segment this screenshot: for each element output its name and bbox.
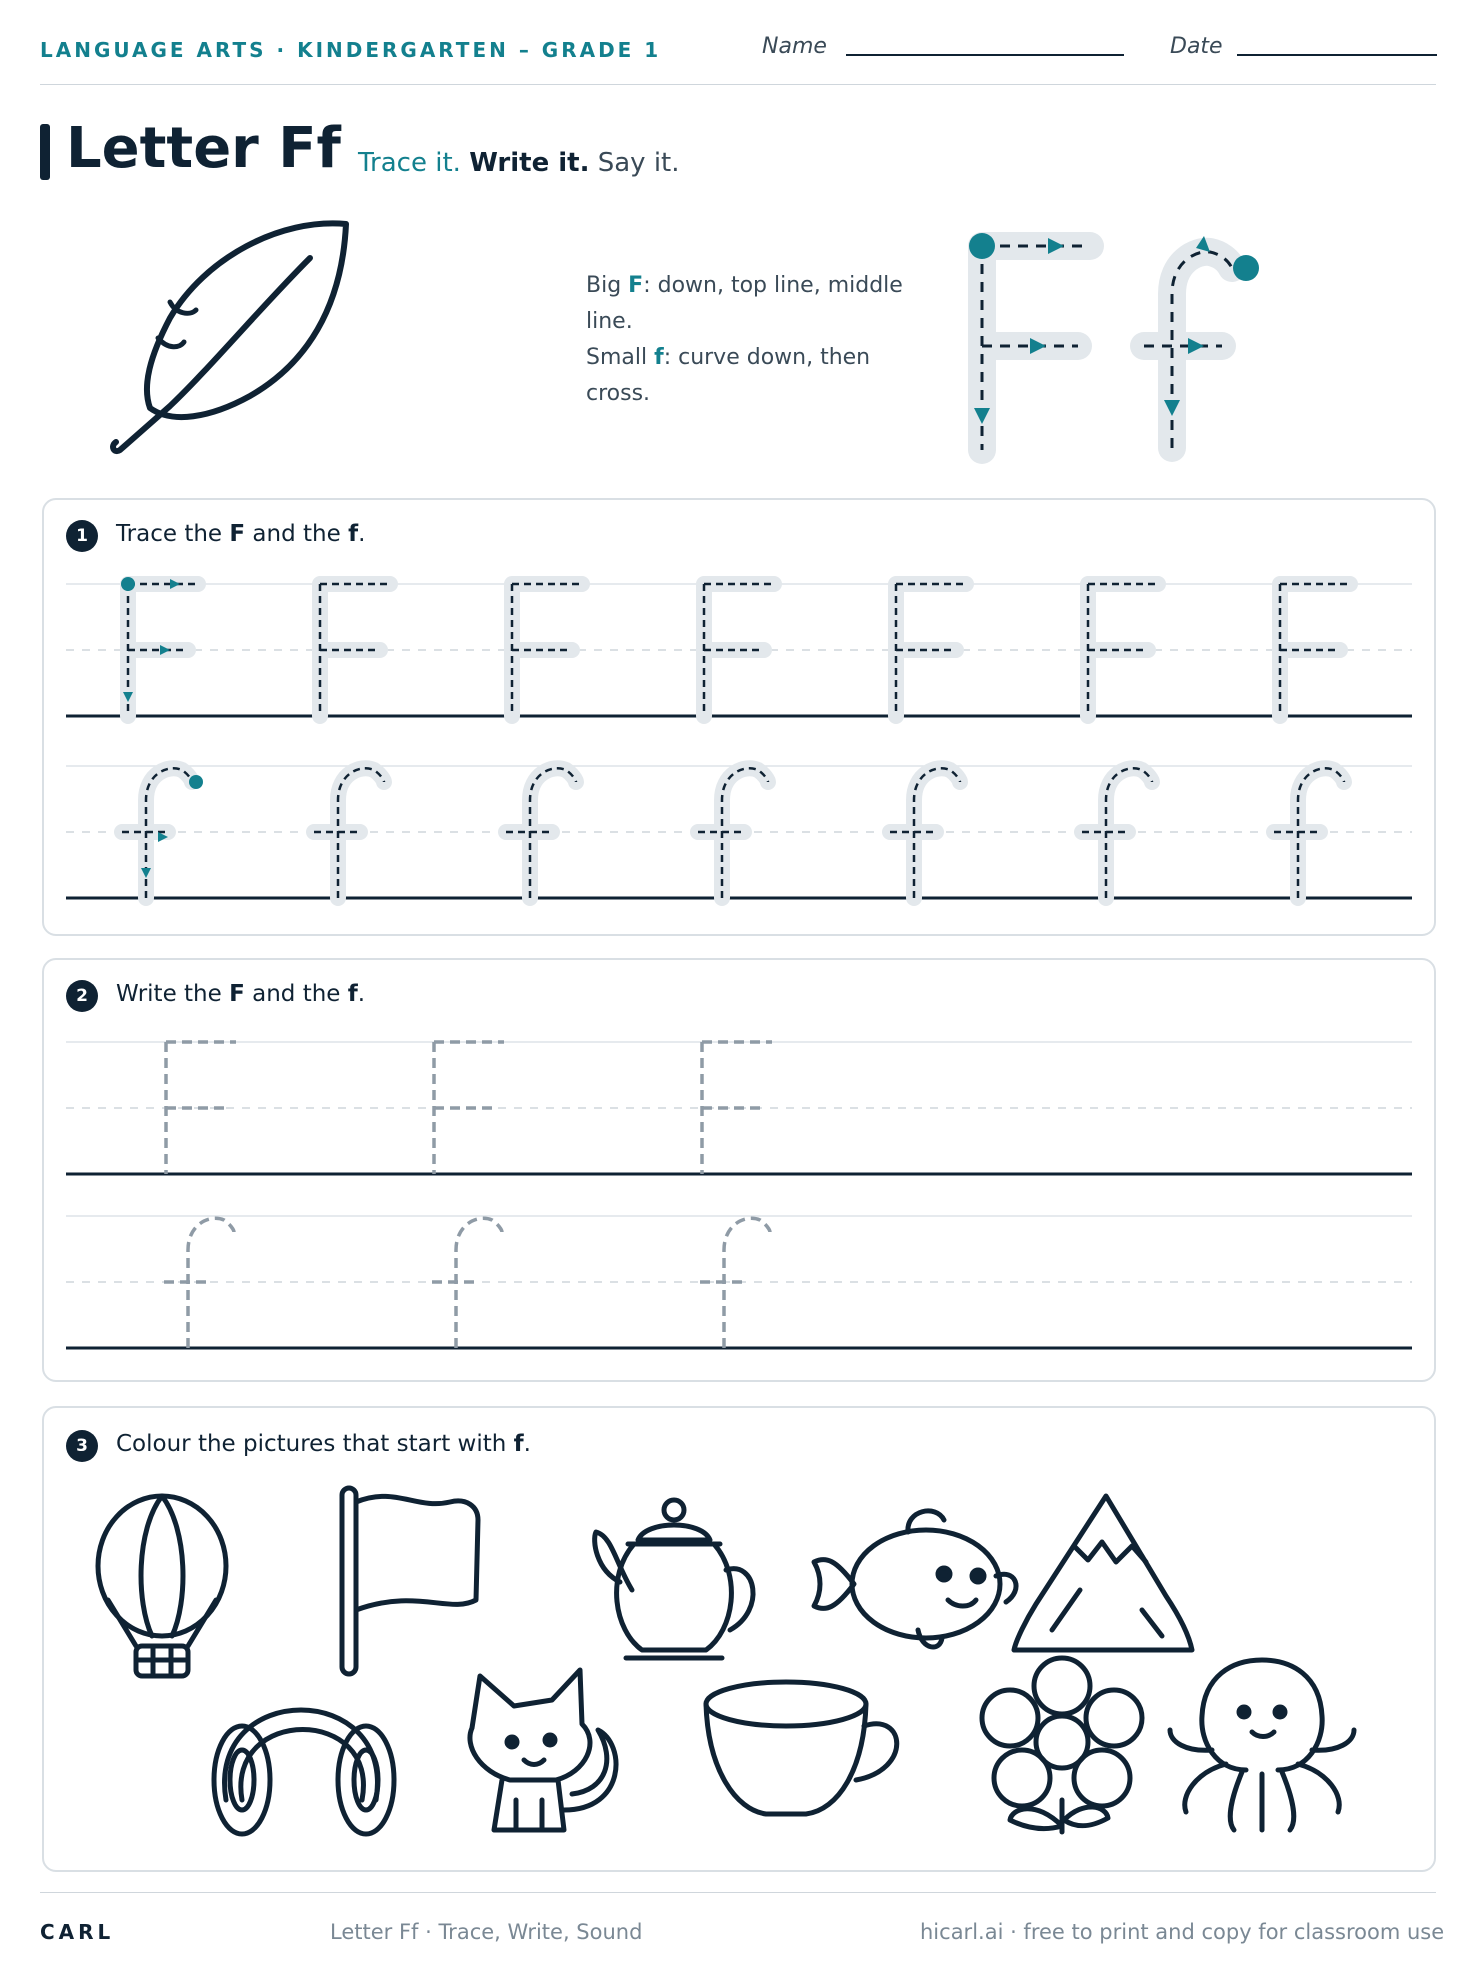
earmuffs-icon	[214, 1710, 394, 1834]
step-2-pre: Write the	[116, 981, 230, 1007]
stroke-order-guide	[960, 228, 1260, 468]
step-1-mid: and the	[245, 521, 349, 547]
date-field-line	[1237, 54, 1437, 56]
step-2-small: f	[347, 981, 358, 1007]
instr-small-prefix: Small	[586, 345, 655, 370]
step-1-instruction	[116, 521, 365, 547]
name-field-line	[846, 54, 1124, 56]
write-rows	[66, 1030, 1412, 1360]
footer-caption: Letter Ff · Trace, Write, Sound	[330, 1920, 643, 1944]
step-2-badge: 2	[66, 980, 98, 1012]
step-1-pre: Trace the	[116, 521, 230, 547]
step-1-small: f	[348, 521, 359, 547]
header-divider	[40, 84, 1436, 85]
page-title: Letter Ff	[66, 116, 341, 181]
hot-air-balloon-icon	[98, 1496, 226, 1676]
fox-icon	[470, 1670, 616, 1830]
step-2-instruction	[116, 981, 365, 1007]
footer-credit: hicarl.ai · free to print and copy for classroom use	[920, 1920, 1445, 1944]
teacup-icon	[706, 1682, 897, 1814]
step-3-pre: Colour the pictures that start with	[116, 1431, 514, 1457]
subtitle-trace: Trace it.	[358, 148, 461, 178]
title-accent-bar	[40, 124, 50, 180]
brand-logo: CARL	[40, 1920, 115, 1944]
step-3-post: .	[523, 1431, 531, 1457]
step-3-badge: 3	[66, 1430, 98, 1462]
date-label: Date	[1170, 34, 1223, 59]
octopus-icon	[1170, 1660, 1354, 1830]
subtitle-say: Say it.	[597, 148, 680, 178]
big-f-instruction	[586, 268, 916, 340]
step-2-post: .	[357, 981, 366, 1007]
step-2-mid: and the	[244, 981, 348, 1007]
instr-small-text: : curve down, then cross.	[586, 345, 871, 406]
flag-icon	[342, 1488, 478, 1674]
step-2-big: F	[229, 981, 245, 1007]
stroke-instructions	[586, 268, 916, 412]
instr-big-text: : down, top line, middle line.	[586, 273, 903, 334]
feather-icon	[110, 218, 360, 458]
page-subtitle	[358, 148, 680, 178]
step-1-badge: 1	[66, 520, 98, 552]
subtitle-write: Write it.	[469, 148, 590, 178]
instr-big-prefix: Big	[586, 273, 629, 298]
instr-big-letter: F	[628, 273, 644, 298]
big-f-guide	[969, 233, 1090, 450]
step-3-small: f	[513, 1431, 524, 1457]
mountain-icon	[1014, 1496, 1192, 1650]
trace-rows	[66, 570, 1412, 910]
teapot-icon	[595, 1500, 753, 1658]
step-1-post: .	[358, 521, 366, 547]
subject-heading: LANGUAGE ARTS · KINDERGARTEN – GRADE 1	[40, 38, 662, 62]
name-label: Name	[762, 34, 827, 59]
small-f-guide	[1144, 236, 1259, 448]
step-3-instruction	[116, 1431, 531, 1457]
colour-pictures	[66, 1480, 1412, 1850]
step-1-big: F	[229, 521, 246, 547]
flower-icon	[982, 1658, 1142, 1832]
footer-divider	[40, 1892, 1436, 1893]
instr-small-letter: f	[654, 345, 664, 370]
fish-icon	[814, 1511, 1016, 1647]
small-f-instruction	[586, 340, 916, 412]
